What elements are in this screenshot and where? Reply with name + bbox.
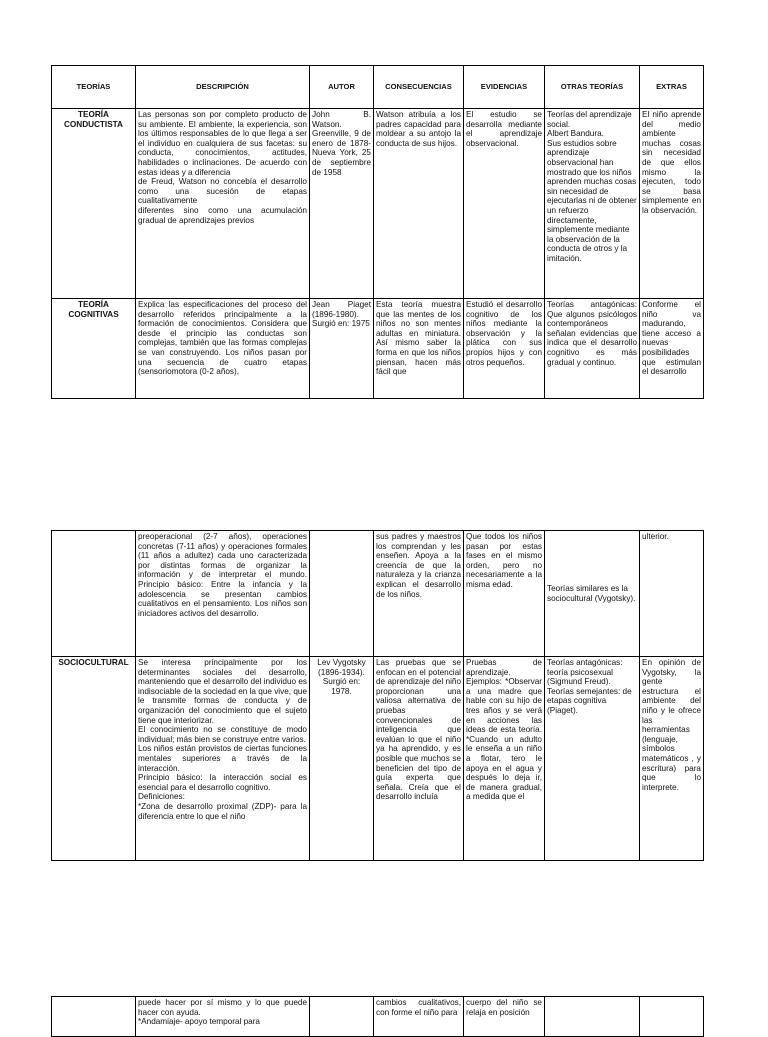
table-row-sociocultural: [52, 657, 704, 861]
header-otras-teorias: OTRAS TEORÍAS: [545, 66, 640, 109]
cell-consecuencias: Esta teoría muestra que las mentes de los niños no son mentes adultas en miniatura. Así mismo saber la forma en que los niños piensan, hacen más fácil que: [374, 299, 464, 399]
table-row-sociocultural-continued: [52, 997, 704, 1037]
row-title-empty: [52, 997, 136, 1037]
header-extras: EXTRAS: [640, 66, 704, 109]
table-row-cognitivas-continued: [52, 531, 704, 657]
cell-descripcion: puede hacer por sí mismo y lo que puede hacer con ayuda. *Andamiaje- apoyo temporal para: [136, 997, 310, 1037]
cell-descripcion: Las personas son por completo producto de su ambiente. El ambiente, la experiencia, son los últimos responsables de lo que llega a ser el individuo en cualquiera de sus facetas: su conducta, conocimientos, actitudes, habilidades o inclinaciones. De acuerdo con estas ideas y a diferencia de Freud, Watson no concebía el desarrollo como una sucesión de etapas cualitativamente diferentes sino como una acumulación gradual de aprendizajes previos: [136, 109, 310, 299]
row-title-empty: [52, 531, 136, 657]
cell-consecuencias: cambios cualitativos, con forme el niño para: [374, 997, 464, 1037]
cell-otras-teorias: Teorías antagónicas: Que algunos psicólogos contemporáneos señalan evidencias que indica que el desarrollo cognitivo es más gradual y continuo.: [545, 299, 640, 399]
cell-evidencias: Pruebas de aprendizaje. Ejemplos: *Observar a una madre que hable con su hijo de tres años y se verá en acciones las ideas de esta teoría. *Cuando un adulto le enseña a un niño a flotar, tero le apoya en el agua y después lo deja ir, de manera gradual, a medida que el: [464, 657, 545, 861]
cell-descripcion: preoperacional (2-7 años), operaciones concretas (7-11 años) y operaciones formales (11 años a adultez) cada uno caracterizada por distintas formas de organizar la información y de interpretar el mundo. Principio básico: Entre la infancia y la adolescencia se presentan cambios cualitativos en el pensamiento. Los niños son iniciadores activos del desarrollo.: [136, 531, 310, 657]
theories-table-part-3: [51, 996, 704, 1037]
cell-autor: John B. Watson. Greenville, 9 de enero de 1878-Nueva York, 25 de septiembre de 1958: [310, 109, 374, 299]
cell-autor: [310, 997, 374, 1037]
cell-consecuencias: sus padres y maestros los comprendan y les enseñen. Apoya a la creencia de que la naturaleza y la crianza explican el desarrollo de los niños.: [374, 531, 464, 657]
cell-evidencias: Que todos los niños pasan por estas fases en el mismo orden, pero no necesariamente a la misma edad.: [464, 531, 545, 657]
row-title-cognitivas: TEORÍA COGNITIVAS: [52, 299, 136, 399]
cell-autor: Jean Piaget (1896-1980). Surgió en: 1975: [310, 299, 374, 399]
header-autor: AUTOR: [310, 66, 374, 109]
header-teorias: TEORÍAS: [52, 66, 136, 109]
cell-extras: [640, 997, 704, 1037]
cell-evidencias: Estudió el desarrollo cognitivo de los niños mediante la observación y la plática con sus propios hijos y con otros pequeños.: [464, 299, 545, 399]
header-consecuencias: CONSECUENCIAS: [374, 66, 464, 109]
theories-table-part-1: [51, 65, 704, 399]
cell-extras: El niño aprende del medio ambiente muchas cosas sin necesidad de que ellos mismo la ejecuten, todo se basa simplemente en la observación.: [640, 109, 704, 299]
cell-extras: En opinión de Vygotsky, la gente estructura el ambiente del niño y le ofrece las herramientas (lenguaje, símbolos matemáticos , y escritura) para que lo interprete.: [640, 657, 704, 861]
cell-descripcion: Explica las especificaciones del proceso del desarrollo referidos principalmente a la formación de conocimientos. Considera que desde el principio las conductas son complejas, también que las formas complejas se van construyendo. Los niños pasan por una secuencia de cuatro etapas (sensoriomotora (0-2 años),: [136, 299, 310, 399]
table-header-row: [52, 66, 704, 109]
theories-table-part-2: [51, 530, 704, 861]
row-title-sociocultural: SOCIOCULTURAL: [52, 657, 136, 861]
header-evidencias: EVIDENCIAS: [464, 66, 545, 109]
cell-consecuencias: Watson atribuía a los padres capacidad para moldear a su antojo la conducta de sus hijos.: [374, 109, 464, 299]
cell-extras: Conforme el niño va madurando, tiene acceso a nuevas posibilidades que estimulan el desarrollo: [640, 299, 704, 399]
cell-descripcion: Se interesa principalmente por los determinantes sociales del desarrollo, manteniendo que el desarrollo del individuo es indisociable de la sociedad en la que vive, que le transmite formas de conducta y de organización del conocimiento que el sujeto tiene que interiorizar. El conocimiento no se constituye de modo individual; más bien se construye entre varios. Los niños están provistos de ciertas funciones mentales superiores a través de la interacción. Principio básico: la interacción social es esencial para el desarrollo cognitivo. Definiciones: *Zona de desarrollo proximal (ZDP)- para la diferencia entre lo que el niño: [136, 657, 310, 861]
cell-otras-teorias: Teorías antagónicas: teoría psicosexual (Sigmund Freud). Teorías semejantes: de etapas cognitiva (Piaget).: [545, 657, 640, 861]
table-row-conductista: [52, 109, 704, 299]
cell-consecuencias: Las pruebas que se enfocan en el potencial de aprendizaje del niño proporcionan una valiosa alternativa de pruebas convencionales de inteligencia que evalúan lo que el niño ya ha aprendido, y es posible que muchos se beneficien del tipo de guía experta que señala. Creía que el desarrollo incluía: [374, 657, 464, 861]
cell-otras-teorias: Teorías similares es la sociocultural (Vygotsky).: [545, 531, 640, 657]
row-title-conductista: TEORÍA CONDUCTISTA: [52, 109, 136, 299]
header-descripcion: DESCRIPCIÓN: [136, 66, 310, 109]
cell-autor: Lev Vygotsky (1896-1934). Surgió en: 1978.: [310, 657, 374, 861]
cell-autor: [310, 531, 374, 657]
cell-evidencias: El estudio se desarrolla mediante el aprendizaje observacional.: [464, 109, 545, 299]
cell-otras-teorias: Teorías del aprendizaje social. Albert Bandura. Sus estudios sobre aprendizaje observacional han mostrado que los niños aprenden muchas cosas sin necesidad de ejecutarlas ni de obtener un refuerzo directamente, simplemente mediante la observación de la conducta de otros y la imitación.: [545, 109, 640, 299]
table-row-cognitivas: [52, 299, 704, 399]
cell-otras-teorias: [545, 997, 640, 1037]
cell-extras: ulterior.: [640, 531, 704, 657]
cell-evidencias: cuerpo del niño se relaja en posición: [464, 997, 545, 1037]
